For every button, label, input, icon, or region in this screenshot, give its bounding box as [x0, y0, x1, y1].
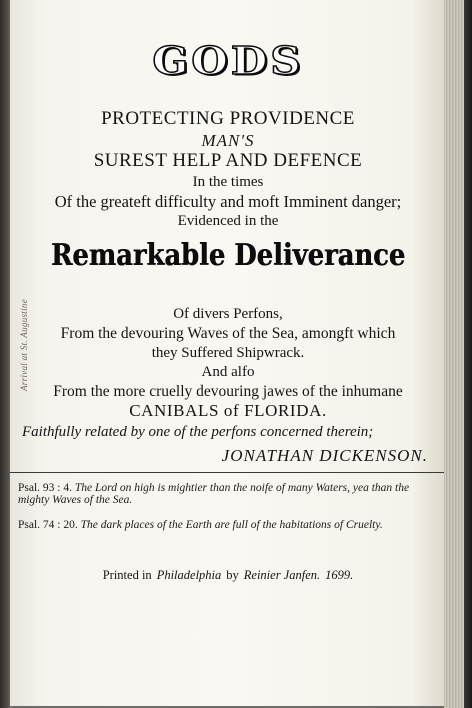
imprint-printer: Reinier Janfen. — [243, 568, 321, 582]
psalm-93-quote — [18, 482, 438, 506]
title-evidenced: Evidenced in the — [177, 213, 279, 229]
psalm-93-text: The Lord on high is mightier than the noife of many Waters, yea than the mighty Waves of the Sea. — [18, 482, 410, 506]
imprint-printed-in: Printed in — [102, 568, 152, 582]
title-devouring-waves: From the devouring Waves of the Sea, amongft which — [60, 325, 396, 342]
title-difficulty-line: Of the greateft difficulty and moft Imminent danger; — [54, 192, 402, 211]
divider-rule — [10, 472, 446, 473]
title-surest-help: SUREST HELP AND DEFENCE — [93, 150, 363, 171]
imprint-city: Philadelphia — [156, 568, 222, 582]
psalm-93-reference: Psal. 93 : 4. — [18, 482, 72, 494]
title-faithfully-related: Faithfully related by one of the perfons concerned therein; — [22, 424, 374, 440]
title-remarkable-deliverance: Remarkable Deliverance — [50, 238, 406, 273]
title-gods: GODS — [152, 37, 304, 84]
psalm-74-text: The dark places of the Earth are full of the habitations of Cruelty. — [80, 519, 383, 531]
title-in-the-times: In the times — [192, 174, 264, 190]
title-divers-persons: Of divers Perfons, — [173, 306, 283, 322]
margin-note: Arrival at St. Augustine — [19, 298, 29, 392]
psalm-74-reference: Psal. 74 : 20. — [18, 519, 78, 531]
author-name: JONATHAN DICKENSON. — [221, 446, 428, 465]
imprint-by: by — [226, 568, 239, 582]
title-jawes: From the more cruelly devouring jawes of the inhumane — [53, 383, 403, 400]
title-mans: MAN'S — [201, 131, 255, 150]
title-canibals: CANIBALS of FLORIDA. — [129, 401, 327, 420]
imprint-line — [10, 568, 446, 583]
title-protecting-providence: PROTECTING PROVIDENCE — [101, 108, 355, 129]
psalm-74-quote — [18, 519, 438, 531]
title-and-also: And alfo — [201, 364, 255, 380]
page-edges — [444, 0, 472, 708]
book-page — [10, 0, 446, 706]
imprint-year: 1699. — [325, 568, 354, 582]
title-shipwrack: they Suffered Shipwrack. — [151, 345, 305, 361]
